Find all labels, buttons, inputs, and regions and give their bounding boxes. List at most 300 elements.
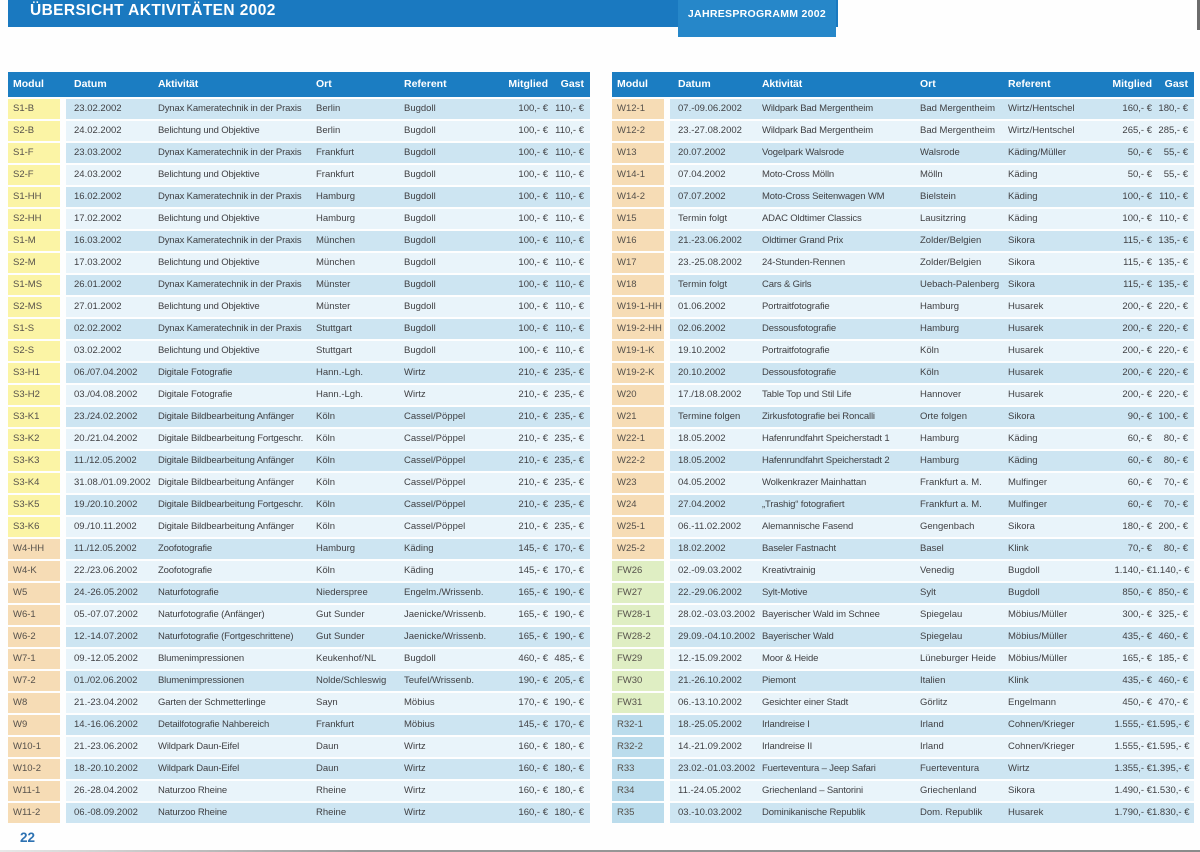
aktivitaet-cell: Blumenimpressionen bbox=[158, 653, 245, 664]
modul-cell: S1-MS bbox=[8, 275, 60, 295]
modul-cell: W18 bbox=[612, 275, 664, 295]
gast-cell: 110,- € bbox=[555, 235, 584, 246]
mitglied-cell: 1.490,- € bbox=[1114, 785, 1152, 796]
datum-cell: 18.-25.05.2002 bbox=[678, 719, 742, 730]
mitglied-cell: 50,- € bbox=[1127, 147, 1152, 158]
page-number: 22 bbox=[20, 830, 36, 845]
row-strip bbox=[670, 715, 1194, 735]
row-strip bbox=[670, 385, 1194, 405]
table-row bbox=[612, 715, 1194, 735]
row-strip bbox=[670, 561, 1194, 581]
datum-cell: 19./20.10.2002 bbox=[74, 499, 138, 510]
referent-cell: Mulfinger bbox=[1008, 499, 1048, 510]
table-header-row bbox=[8, 72, 590, 97]
row-strip bbox=[66, 451, 590, 471]
row-strip bbox=[66, 671, 590, 691]
referent-cell: Käding bbox=[1008, 191, 1038, 202]
datum-cell: 11./12.05.2002 bbox=[74, 455, 137, 466]
datum-cell: 06./07.04.2002 bbox=[74, 367, 138, 378]
mitglied-cell: 460,- € bbox=[518, 653, 548, 664]
datum-cell: 06.-13.10.2002 bbox=[678, 697, 742, 708]
modul-cell: S3-K4 bbox=[8, 473, 60, 493]
mitglied-cell: 165,- € bbox=[518, 609, 548, 620]
table-row bbox=[8, 165, 590, 185]
modul-cell: W22-2 bbox=[612, 451, 664, 471]
ort-cell: Niederspree bbox=[316, 587, 368, 598]
row-strip bbox=[66, 693, 590, 713]
table-row bbox=[8, 121, 590, 141]
modul-cell: W23 bbox=[612, 473, 664, 493]
table-row bbox=[612, 231, 1194, 251]
row-strip bbox=[670, 803, 1194, 823]
gast-cell: 1.830,- € bbox=[1152, 807, 1190, 818]
ort-cell: Berlin bbox=[316, 103, 341, 114]
ort-cell: Köln bbox=[316, 521, 336, 532]
gast-cell: 170,- € bbox=[554, 543, 584, 554]
ort-cell: Spiegelau bbox=[920, 609, 963, 620]
referent-cell: Husarek bbox=[1008, 323, 1044, 334]
mitglied-cell: 435,- € bbox=[1122, 631, 1152, 642]
ort-cell: Daun bbox=[316, 763, 339, 774]
modul-cell: R34 bbox=[612, 781, 664, 801]
referent-cell: Möbius/Müller bbox=[1008, 631, 1068, 642]
gast-cell: 325,- € bbox=[1158, 609, 1188, 620]
table-row bbox=[612, 737, 1194, 757]
mitglied-cell: 450,- € bbox=[1122, 697, 1152, 708]
datum-cell: 19.10.2002 bbox=[678, 345, 726, 356]
gast-cell: 190,- € bbox=[554, 609, 584, 620]
table-row bbox=[8, 363, 590, 383]
aktivitaet-cell: Digitale Fotografie bbox=[158, 367, 233, 378]
modul-cell: W10-2 bbox=[8, 759, 60, 779]
table-row bbox=[8, 605, 590, 625]
datum-cell: 17.03.2002 bbox=[74, 257, 122, 268]
mitglied-cell: 100,- € bbox=[518, 125, 548, 136]
mitglied-cell: 850,- € bbox=[1122, 587, 1152, 598]
mitglied-cell: 1.555,- € bbox=[1114, 741, 1152, 752]
aktivitaet-cell: Portraitfotografie bbox=[762, 301, 830, 312]
mitglied-cell: 100,- € bbox=[518, 169, 548, 180]
gast-cell: 850,- € bbox=[1158, 587, 1188, 598]
ort-cell: Köln bbox=[316, 499, 336, 510]
table-row bbox=[8, 275, 590, 295]
table-row bbox=[612, 561, 1194, 581]
table-row bbox=[612, 407, 1194, 427]
mitglied-cell: 115,- € bbox=[1123, 257, 1152, 268]
row-strip bbox=[670, 781, 1194, 801]
mitglied-cell: 200,- € bbox=[1122, 301, 1152, 312]
gast-cell: 220,- € bbox=[1158, 301, 1188, 312]
datum-cell: 22.-29.06.2002 bbox=[678, 587, 742, 598]
mitglied-cell: 100,- € bbox=[1122, 213, 1152, 224]
row-strip bbox=[670, 275, 1194, 295]
row-strip bbox=[66, 737, 590, 757]
col-header-gast: Gast bbox=[560, 78, 584, 90]
aktivitaet-cell: Naturfotografie (Fortgeschrittene) bbox=[158, 631, 294, 642]
modul-cell: FW29 bbox=[612, 649, 664, 669]
row-strip bbox=[66, 319, 590, 339]
mitglied-cell: 190,- € bbox=[518, 675, 548, 686]
gast-cell: 220,- € bbox=[1158, 389, 1188, 400]
gast-cell: 190,- € bbox=[554, 587, 584, 598]
ort-cell: Daun bbox=[316, 741, 339, 752]
mitglied-cell: 210,- € bbox=[518, 499, 548, 510]
table-row bbox=[8, 737, 590, 757]
mitglied-cell: 145,- € bbox=[518, 719, 548, 730]
mitglied-cell: 100,- € bbox=[518, 147, 548, 158]
referent-cell: Engelm./Wrissenb. bbox=[404, 587, 484, 598]
aktivitaet-cell: Bayerischer Wald bbox=[762, 631, 834, 642]
ort-cell: Frankfurt a. M. bbox=[920, 477, 982, 488]
aktivitaet-cell: 24-Stunden-Rennen bbox=[762, 257, 846, 268]
ort-cell: Frankfurt bbox=[316, 169, 355, 180]
aktivitaet-cell: Irlandreise II bbox=[762, 741, 813, 752]
row-strip bbox=[66, 429, 590, 449]
mitglied-cell: 160,- € bbox=[518, 741, 548, 752]
table-row bbox=[612, 649, 1194, 669]
gast-cell: 220,- € bbox=[1158, 345, 1188, 356]
referent-cell: Sikora bbox=[1008, 411, 1035, 422]
row-strip bbox=[670, 363, 1194, 383]
gast-cell: 110,- € bbox=[555, 257, 584, 268]
table-row bbox=[8, 253, 590, 273]
aktivitaet-cell: Digitale Bildbearbeitung Anfänger bbox=[158, 411, 295, 422]
modul-cell: W14-2 bbox=[612, 187, 664, 207]
referent-cell: Wirtz bbox=[404, 785, 426, 796]
table-row bbox=[8, 231, 590, 251]
ort-cell: Irland bbox=[920, 741, 944, 752]
aktivitaet-cell: Hafenrundfahrt Speicherstadt 1 bbox=[762, 433, 890, 444]
datum-cell: 05.-07.07.2002 bbox=[74, 609, 138, 620]
referent-cell: Bugdoll bbox=[404, 279, 436, 290]
mitglied-cell: 50,- € bbox=[1127, 169, 1152, 180]
referent-cell: Käding bbox=[1008, 169, 1038, 180]
aktivitaet-cell: Zoofotografie bbox=[158, 565, 213, 576]
referent-cell: Jaenicke/Wrissenb. bbox=[404, 631, 487, 642]
row-strip bbox=[670, 253, 1194, 273]
mitglied-cell: 70,- € bbox=[1127, 543, 1152, 554]
ort-cell: Gengenbach bbox=[920, 521, 975, 532]
referent-cell: Bugdoll bbox=[404, 257, 436, 268]
datum-cell: 01.06.2002 bbox=[678, 301, 726, 312]
datum-cell: 28.02.-03.03.2002 bbox=[678, 609, 756, 620]
mitglied-cell: 1.555,- € bbox=[1114, 719, 1152, 730]
aktivitaet-cell: Belichtung und Objektive bbox=[158, 213, 260, 224]
datum-cell: 03.02.2002 bbox=[74, 345, 122, 356]
referent-cell: Möbius bbox=[404, 697, 435, 708]
modul-cell: S2-M bbox=[8, 253, 60, 273]
row-strip bbox=[66, 517, 590, 537]
ort-cell: Hamburg bbox=[316, 213, 356, 224]
modul-cell: W6-2 bbox=[8, 627, 60, 647]
modul-cell: S3-H2 bbox=[8, 385, 60, 405]
aktivitaet-cell: Moto-Cross Seitenwagen WM bbox=[762, 191, 885, 202]
gast-cell: 205,- € bbox=[554, 675, 584, 686]
referent-cell: Wirtz/Hentschel bbox=[1008, 125, 1075, 136]
col-header-modul: Modul bbox=[13, 78, 44, 90]
modul-cell: W21 bbox=[612, 407, 664, 427]
referent-cell: Wirtz bbox=[1008, 763, 1030, 774]
gast-cell: 110,- € bbox=[555, 103, 584, 114]
jahresprogramm-label: JAHRESPROGRAMM 2002 bbox=[687, 8, 827, 20]
gast-cell: 200,- € bbox=[1158, 521, 1188, 532]
modul-cell: W22-1 bbox=[612, 429, 664, 449]
gast-cell: 70,- € bbox=[1163, 477, 1188, 488]
referent-cell: Teufel/Wrissenb. bbox=[404, 675, 475, 686]
gast-cell: 235,- € bbox=[554, 521, 584, 532]
ort-cell: Hann.-Lgh. bbox=[316, 367, 364, 378]
row-strip bbox=[66, 561, 590, 581]
mitglied-cell: 100,- € bbox=[518, 345, 548, 356]
datum-cell: 02.-09.03.2002 bbox=[678, 565, 742, 576]
aktivitaet-cell: Baseler Fastnacht bbox=[762, 543, 837, 554]
table-row bbox=[8, 187, 590, 207]
datum-cell: 02.02.2002 bbox=[74, 323, 122, 334]
referent-cell: Husarek bbox=[1008, 367, 1044, 378]
mitglied-cell: 100,- € bbox=[518, 235, 548, 246]
gast-cell: 110,- € bbox=[555, 323, 584, 334]
aktivitaet-cell: Griechenland – Santorini bbox=[762, 785, 863, 796]
ort-cell: Fuerteventura bbox=[920, 763, 980, 774]
table-row bbox=[8, 407, 590, 427]
gast-cell: 110,- € bbox=[555, 147, 584, 158]
aktivitaet-cell: Moto-Cross Mölln bbox=[762, 169, 835, 180]
referent-cell: Cassel/Pöppel bbox=[404, 499, 466, 510]
ort-cell: Hannover bbox=[920, 389, 962, 400]
referent-cell: Bugdoll bbox=[404, 147, 436, 158]
ort-cell: Griechenland bbox=[920, 785, 977, 796]
table-row bbox=[612, 451, 1194, 471]
datum-cell: 24.03.2002 bbox=[74, 169, 122, 180]
mitglied-cell: 145,- € bbox=[518, 543, 548, 554]
modul-cell: R35 bbox=[612, 803, 664, 823]
table-row bbox=[8, 209, 590, 229]
gast-cell: 185,- € bbox=[1158, 653, 1188, 664]
mitglied-cell: 100,- € bbox=[518, 191, 548, 202]
modul-cell: W14-1 bbox=[612, 165, 664, 185]
datum-cell: 17.02.2002 bbox=[74, 213, 122, 224]
modul-cell: W13 bbox=[612, 143, 664, 163]
datum-cell: 21.-23.06.2002 bbox=[678, 235, 742, 246]
ort-cell: Rheine bbox=[316, 785, 347, 796]
ort-cell: Irland bbox=[920, 719, 944, 730]
aktivitaet-cell: Table Top und Stil Life bbox=[762, 389, 852, 400]
modul-cell: S1-S bbox=[8, 319, 60, 339]
datum-cell: 01./02.06.2002 bbox=[74, 675, 138, 686]
row-strip bbox=[66, 715, 590, 735]
datum-cell: 06.-08.09.2002 bbox=[74, 807, 138, 818]
datum-cell: 07.04.2002 bbox=[678, 169, 726, 180]
aktivitaet-cell: Alemannische Fasend bbox=[762, 521, 854, 532]
gast-cell: 110,- € bbox=[555, 301, 584, 312]
modul-cell: S1-M bbox=[8, 231, 60, 251]
col-header-datum: Datum bbox=[74, 78, 107, 90]
gast-cell: 1.395,- € bbox=[1152, 763, 1190, 774]
aktivitaet-cell: Digitale Bildbearbeitung Fortgeschr. bbox=[158, 499, 304, 510]
table-row bbox=[8, 429, 590, 449]
aktivitaet-cell: Belichtung und Objektive bbox=[158, 257, 260, 268]
row-strip bbox=[66, 803, 590, 823]
row-strip bbox=[670, 209, 1194, 229]
table-row bbox=[8, 627, 590, 647]
datum-cell: 03.-10.03.2002 bbox=[678, 807, 742, 818]
aktivitaet-cell: Irlandreise I bbox=[762, 719, 810, 730]
modul-cell: W12-1 bbox=[612, 99, 664, 119]
modul-cell: W24 bbox=[612, 495, 664, 515]
jahresprogramm-badge bbox=[678, 0, 836, 37]
row-strip bbox=[670, 649, 1194, 669]
datum-cell: 21.-23.06.2002 bbox=[74, 741, 138, 752]
row-strip bbox=[670, 583, 1194, 603]
referent-cell: Käding/Müller bbox=[1008, 147, 1067, 158]
row-strip bbox=[670, 99, 1194, 119]
gast-cell: 470,- € bbox=[1158, 697, 1188, 708]
gast-cell: 285,- € bbox=[1158, 125, 1188, 136]
datum-cell: 26.-28.04.2002 bbox=[74, 785, 138, 796]
col-header-referent: Referent bbox=[404, 78, 447, 90]
gast-cell: 110,- € bbox=[555, 345, 584, 356]
referent-cell: Käding bbox=[404, 565, 434, 576]
datum-cell: 07.-09.06.2002 bbox=[678, 103, 742, 114]
datum-cell: 23.-25.08.2002 bbox=[678, 257, 742, 268]
gast-cell: 80,- € bbox=[1163, 455, 1188, 466]
referent-cell: Bugdoll bbox=[404, 191, 436, 202]
ort-cell: Spiegelau bbox=[920, 631, 963, 642]
gast-cell: 235,- € bbox=[554, 433, 584, 444]
datum-cell: 12.-15.09.2002 bbox=[678, 653, 742, 664]
mitglied-cell: 160,- € bbox=[518, 785, 548, 796]
ort-cell: Hamburg bbox=[920, 433, 960, 444]
table-row bbox=[612, 363, 1194, 383]
row-strip bbox=[66, 143, 590, 163]
aktivitaet-cell: Piemont bbox=[762, 675, 796, 686]
ort-cell: Mölln bbox=[920, 169, 943, 180]
aktivitaet-cell: Moor & Heide bbox=[762, 653, 819, 664]
table-row bbox=[8, 473, 590, 493]
modul-cell: W6-1 bbox=[8, 605, 60, 625]
modul-cell: S3-H1 bbox=[8, 363, 60, 383]
aktivitaet-cell: Portraitfotografie bbox=[762, 345, 830, 356]
table-row bbox=[612, 143, 1194, 163]
row-strip bbox=[670, 737, 1194, 757]
referent-cell: Wirtz bbox=[404, 389, 426, 400]
ort-cell: Gut Sunder bbox=[316, 631, 365, 642]
mitglied-cell: 210,- € bbox=[518, 477, 548, 488]
row-strip bbox=[66, 649, 590, 669]
table-row bbox=[8, 341, 590, 361]
datum-cell: Termin folgt bbox=[678, 279, 728, 290]
ort-cell: Köln bbox=[316, 433, 336, 444]
referent-cell: Wirtz bbox=[404, 763, 426, 774]
datum-cell: 20./21.04.2002 bbox=[74, 433, 138, 444]
row-strip bbox=[670, 539, 1194, 559]
table-row bbox=[612, 671, 1194, 691]
mitglied-cell: 210,- € bbox=[518, 367, 548, 378]
row-strip bbox=[66, 253, 590, 273]
modul-cell: W7-1 bbox=[8, 649, 60, 669]
ort-cell: Bielstein bbox=[920, 191, 956, 202]
table-row bbox=[612, 385, 1194, 405]
ort-cell: Frankfurt bbox=[316, 719, 355, 730]
referent-cell: Wirtz bbox=[404, 807, 426, 818]
ort-cell: Frankfurt bbox=[316, 147, 355, 158]
mitglied-cell: 1.790,- € bbox=[1114, 807, 1152, 818]
ort-cell: Berlin bbox=[316, 125, 341, 136]
referent-cell: Käding bbox=[1008, 455, 1038, 466]
modul-cell: W16 bbox=[612, 231, 664, 251]
ort-cell: Köln bbox=[316, 565, 336, 576]
datum-cell: 29.09.-04.10.2002 bbox=[678, 631, 756, 642]
aktivitaet-cell: Dynax Kameratechnik in der Praxis bbox=[158, 235, 302, 246]
row-strip bbox=[66, 99, 590, 119]
aktivitaet-cell: Dynax Kameratechnik in der Praxis bbox=[158, 103, 302, 114]
aktivitaet-cell: Fuerteventura – Jeep Safari bbox=[762, 763, 876, 774]
row-strip bbox=[670, 341, 1194, 361]
table-header-row bbox=[612, 72, 1194, 97]
datum-cell: 09.-12.05.2002 bbox=[74, 653, 138, 664]
mitglied-cell: 90,- € bbox=[1127, 411, 1152, 422]
referent-cell: Wirtz bbox=[404, 741, 426, 752]
referent-cell: Bugdoll bbox=[404, 169, 436, 180]
row-strip bbox=[66, 231, 590, 251]
gast-cell: 110,- € bbox=[555, 169, 584, 180]
ort-cell: Hamburg bbox=[316, 543, 356, 554]
row-strip bbox=[66, 539, 590, 559]
datum-cell: 23.03.2002 bbox=[74, 147, 122, 158]
modul-cell: S3-K1 bbox=[8, 407, 60, 427]
aktivitaet-cell: Dominikanische Republik bbox=[762, 807, 866, 818]
datum-cell: 18.02.2002 bbox=[678, 543, 726, 554]
mitglied-cell: 210,- € bbox=[518, 411, 548, 422]
aktivitaet-cell: Belichtung und Objektive bbox=[158, 345, 260, 356]
mitglied-cell: 145,- € bbox=[518, 565, 548, 576]
modul-cell: S2-HH bbox=[8, 209, 60, 229]
gast-cell: 235,- € bbox=[554, 455, 584, 466]
row-strip bbox=[670, 605, 1194, 625]
mitglied-cell: 165,- € bbox=[1122, 653, 1152, 664]
table-row bbox=[8, 539, 590, 559]
referent-cell: Möbius bbox=[404, 719, 435, 730]
modul-cell: R33 bbox=[612, 759, 664, 779]
gast-cell: 235,- € bbox=[554, 477, 584, 488]
table-row bbox=[612, 539, 1194, 559]
gast-cell: 80,- € bbox=[1163, 433, 1188, 444]
gast-cell: 110,- € bbox=[1159, 213, 1188, 224]
modul-cell: S3-K6 bbox=[8, 517, 60, 537]
gast-cell: 135,- € bbox=[1158, 257, 1188, 268]
table-row bbox=[612, 209, 1194, 229]
modul-cell: W9 bbox=[8, 715, 60, 735]
ort-cell: Köln bbox=[920, 345, 940, 356]
table-row bbox=[612, 253, 1194, 273]
ort-cell: Hamburg bbox=[920, 455, 960, 466]
col-header-mitglied: Mitglied bbox=[508, 78, 548, 90]
table-row bbox=[612, 319, 1194, 339]
table-row bbox=[612, 341, 1194, 361]
datum-cell: Termine folgen bbox=[678, 411, 741, 422]
gast-cell: 460,- € bbox=[1158, 631, 1188, 642]
row-strip bbox=[66, 121, 590, 141]
row-strip bbox=[670, 165, 1194, 185]
referent-cell: Cassel/Pöppel bbox=[404, 411, 466, 422]
ort-cell: Lausitzring bbox=[920, 213, 966, 224]
row-strip bbox=[66, 363, 590, 383]
ort-cell: Rheine bbox=[316, 807, 347, 818]
table-row bbox=[8, 715, 590, 735]
gast-cell: 100,- € bbox=[1158, 411, 1188, 422]
ort-cell: Köln bbox=[316, 477, 336, 488]
referent-cell: Sikora bbox=[1008, 235, 1035, 246]
